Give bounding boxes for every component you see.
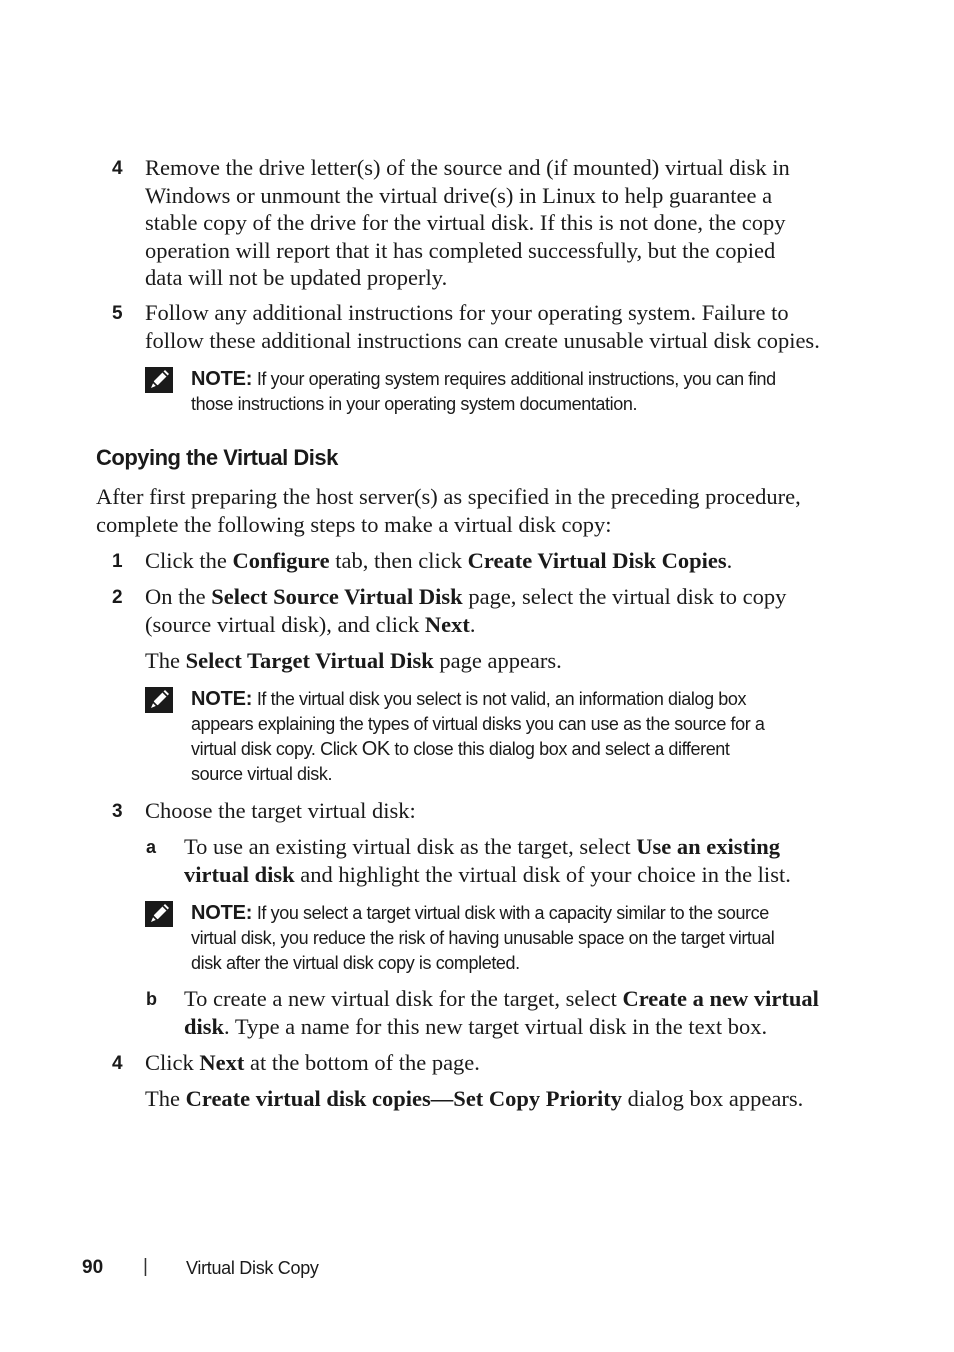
step-text — [145, 154, 790, 292]
note-label: NOTE: — [191, 902, 253, 924]
text-run: Click — [145, 1050, 200, 1075]
substep-text — [184, 985, 819, 1040]
text-run: To create a new virtual disk for the target, select — [184, 986, 623, 1011]
text-line: follow these additional instructions can create unusable virtual disk copies. — [145, 327, 820, 353]
step-number: 4 — [112, 1053, 123, 1074]
step-text — [145, 299, 820, 354]
note-pencil-icon — [145, 687, 175, 713]
text-line: After first preparing the host server(s) as specified in the preceding procedure, — [96, 484, 801, 509]
text-run: tab, then click — [329, 548, 468, 573]
ui-term: Configure — [232, 548, 330, 573]
text-run: and highlight the virtual disk of your choice in the list. — [294, 861, 791, 887]
substep-text — [184, 833, 791, 888]
text-run: The — [145, 648, 186, 673]
note — [191, 687, 765, 787]
footer-separator: | — [143, 1256, 148, 1277]
text-run: at the bottom of the page. — [244, 1050, 480, 1075]
text-line: Follow any additional instructions for your operating system. Failure to — [145, 300, 789, 325]
footer-section-title: Virtual Disk Copy — [186, 1258, 319, 1278]
section-heading: Copying the Virtual Disk — [96, 445, 338, 470]
text-run: . — [469, 611, 476, 637]
text-run: to close this dialog box and select a different — [389, 739, 730, 759]
step-text — [145, 547, 732, 575]
ui-term: Select Source Virtual Disk — [211, 584, 463, 609]
step-result — [145, 1085, 803, 1113]
text-line: complete the following steps to make a virtual disk copy: — [96, 511, 612, 537]
step-number: 1 — [112, 551, 123, 572]
text-run: The — [145, 1086, 186, 1111]
ui-term: Next — [424, 611, 470, 637]
ui-term: Create Virtual Disk Copies — [467, 548, 727, 573]
step-result — [145, 647, 562, 675]
intro-paragraph — [96, 483, 801, 538]
text-line: operation will report that it has completed successfully, but the copied — [145, 237, 776, 263]
ui-term: Select Target Virtual Disk — [185, 648, 434, 673]
text-run: . — [726, 548, 733, 573]
note-pencil-icon — [145, 367, 175, 393]
text-run: On the — [145, 584, 212, 609]
text-line: disk after the virtual disk copy is completed. — [191, 953, 520, 973]
text-run: (source virtual disk), and click — [145, 611, 425, 637]
note-pencil-icon — [145, 901, 175, 927]
text-line: source virtual disk. — [191, 764, 333, 784]
ui-term: disk — [184, 1013, 225, 1039]
text-line: stable copy of the drive for the virtual disk. If this is not done, the copy — [145, 210, 786, 235]
ui-term: Next — [199, 1050, 245, 1075]
step-text — [145, 583, 786, 638]
substep-letter: b — [146, 989, 157, 1009]
step-text — [145, 1049, 480, 1077]
ui-term: Use an existing — [636, 834, 781, 859]
note-label: NOTE: — [191, 688, 253, 710]
step-number: 3 — [112, 801, 123, 822]
text-line: virtual disk, you reduce the risk of having unusable space on the target virtual — [191, 928, 775, 948]
ui-term: virtual disk — [184, 861, 295, 887]
text-run: dialog box appears. — [622, 1086, 804, 1111]
step-number: 2 — [112, 587, 123, 608]
text-run: Click the — [145, 548, 233, 573]
text-line: appears explaining the types of virtual disks you can use as the source for a — [191, 714, 765, 734]
text-run: . Type a name for this new target virtual disk in the text box. — [224, 1013, 768, 1039]
text-run: page appears. — [433, 648, 562, 673]
text-line: Windows or unmount the virtual drive(s) in Linux to help guarantee a — [145, 182, 773, 208]
substep-letter: a — [146, 837, 157, 857]
text-line: Remove the drive letter(s) of the source and (if mounted) virtual disk in — [145, 155, 790, 180]
step-number: 5 — [112, 303, 123, 324]
text-line: those instructions in your operating system documentation. — [191, 394, 638, 414]
ui-term: Create a new virtual — [622, 986, 819, 1011]
note-label: NOTE: — [191, 368, 253, 390]
text-line: If your operating system requires additional instructions, you can find — [256, 369, 776, 389]
page-number: 90 — [82, 1257, 104, 1278]
step-number: 4 — [112, 158, 123, 179]
text-run: virtual disk copy. Click — [191, 739, 362, 759]
text-line: data will not be updated properly. — [145, 265, 448, 290]
ui-term: OK — [361, 738, 390, 760]
step-text: Choose the target virtual disk: — [145, 798, 416, 823]
text-line: If the virtual disk you select is not valid, an information dialog box — [256, 689, 747, 709]
text-line: If you select a target virtual disk with a capacity similar to the source — [256, 903, 769, 923]
text-run: To use an existing virtual disk as the target, select — [184, 834, 637, 859]
text-run: page, select the virtual disk to copy — [462, 584, 787, 609]
note — [191, 901, 774, 976]
note — [191, 367, 776, 417]
ui-term: Create virtual disk copies—Set Copy Priority — [185, 1086, 623, 1111]
